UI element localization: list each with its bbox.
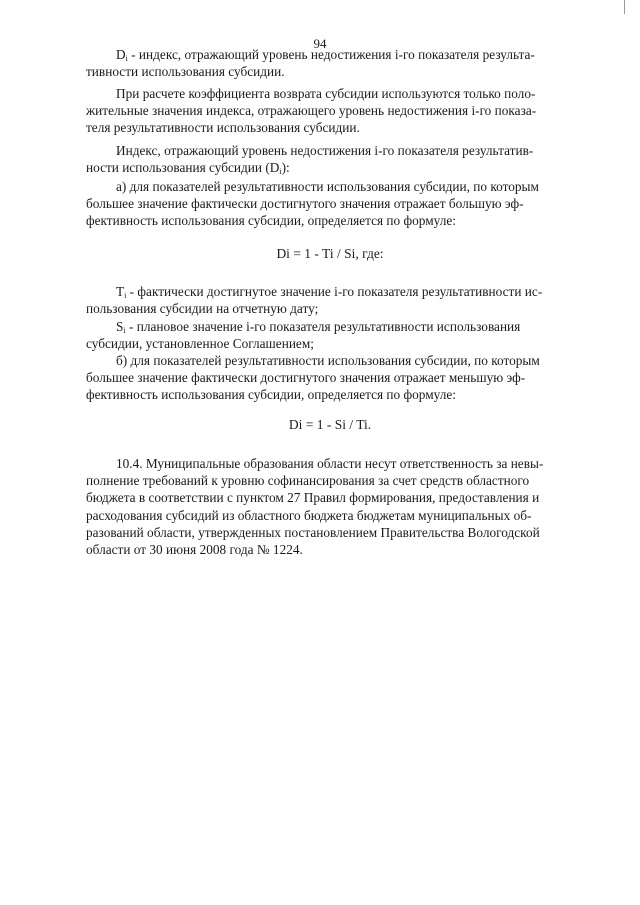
- text-line: - индекс, отражающий уровень недостижения i-го показателя результа-: [127, 47, 535, 62]
- text-line: При расчете коэффициента возврата субсидии используются только поло-: [116, 86, 536, 101]
- paragraph-index-intro: [86, 142, 580, 176]
- text-line: - фактически достигнутое значение i-го показателя результативности ис-: [126, 284, 543, 299]
- text-line: Индекс, отражающий уровень недостижения i-го показателя результатив-: [116, 143, 534, 158]
- symbol-s: S: [116, 319, 124, 334]
- text-line: 10.4. Муниципальные образования области несут ответственность за невы-: [116, 456, 544, 471]
- text-line: бюджета в соответствии с пунктом 27 Правил формирования, предоставления и: [86, 490, 540, 506]
- text-line: тивности использования субсидии.: [86, 64, 285, 80]
- subscript-i: i: [124, 291, 127, 300]
- formula-a: Di = 1 - Ti / Si, где:: [276, 246, 384, 261]
- text-line: области от 30 июня 2008 года № 1224.: [86, 541, 303, 557]
- text-line: жительные значения индекса, отражающего уровень недостижения i-го показа-: [86, 103, 537, 119]
- paragraph-si-definition: [86, 318, 580, 352]
- text-line: пользования субсидии на отчетную дату;: [86, 301, 319, 317]
- paragraph-10-4: [86, 455, 580, 558]
- text-line: расходования субсидий из областного бюджета бюджетам муниципальных об-: [86, 507, 532, 523]
- text-line: полнение требований к уровню софинансирования за счет средств областного: [86, 473, 530, 489]
- text-line: разований области, утвержденных постановлением Правительства Вологодской: [86, 524, 540, 540]
- text-line: теля результативности использования субсидии.: [86, 120, 360, 136]
- paragraph-ti-definition: [86, 283, 580, 317]
- page-number: 94: [313, 36, 327, 51]
- formula-b: Di = 1 - Si / Ti.: [288, 417, 372, 432]
- text-line: субсидии, установленное Соглашением;: [86, 336, 314, 352]
- text-line: большее значение фактически достигнутого значения отражает большую эф-: [86, 196, 524, 212]
- scan-edge-mark: [624, 0, 625, 14]
- text-line: ):: [281, 160, 290, 176]
- subscript-i: i: [125, 54, 128, 63]
- paragraph-positive-values: [86, 85, 580, 137]
- text-line: фективность использования субсидии, определяется по формуле:: [86, 213, 456, 229]
- subscript-i: i: [123, 326, 126, 335]
- text-line: ности использования субсидии (D: [86, 160, 280, 176]
- paragraph-case-a: [86, 178, 580, 230]
- text-line: фективность использования субсидии, определяется по формуле:: [86, 387, 456, 403]
- paragraph-index-definition: [86, 46, 580, 80]
- symbol-d: D: [116, 47, 126, 62]
- paragraph-case-b: [86, 352, 580, 404]
- subscript-i: i: [279, 167, 282, 177]
- text-line: - плановое значение i-го показателя результативности использования: [125, 319, 521, 334]
- text-line: большее значение фактически достигнутого значения отражает меньшую эф-: [86, 370, 526, 386]
- text-line: б) для показателей результативности использования субсидии, по которым: [116, 353, 540, 368]
- text-line: а) для показателей результативности использования субсидии, по которым: [116, 179, 539, 194]
- symbol-t: T: [116, 284, 125, 299]
